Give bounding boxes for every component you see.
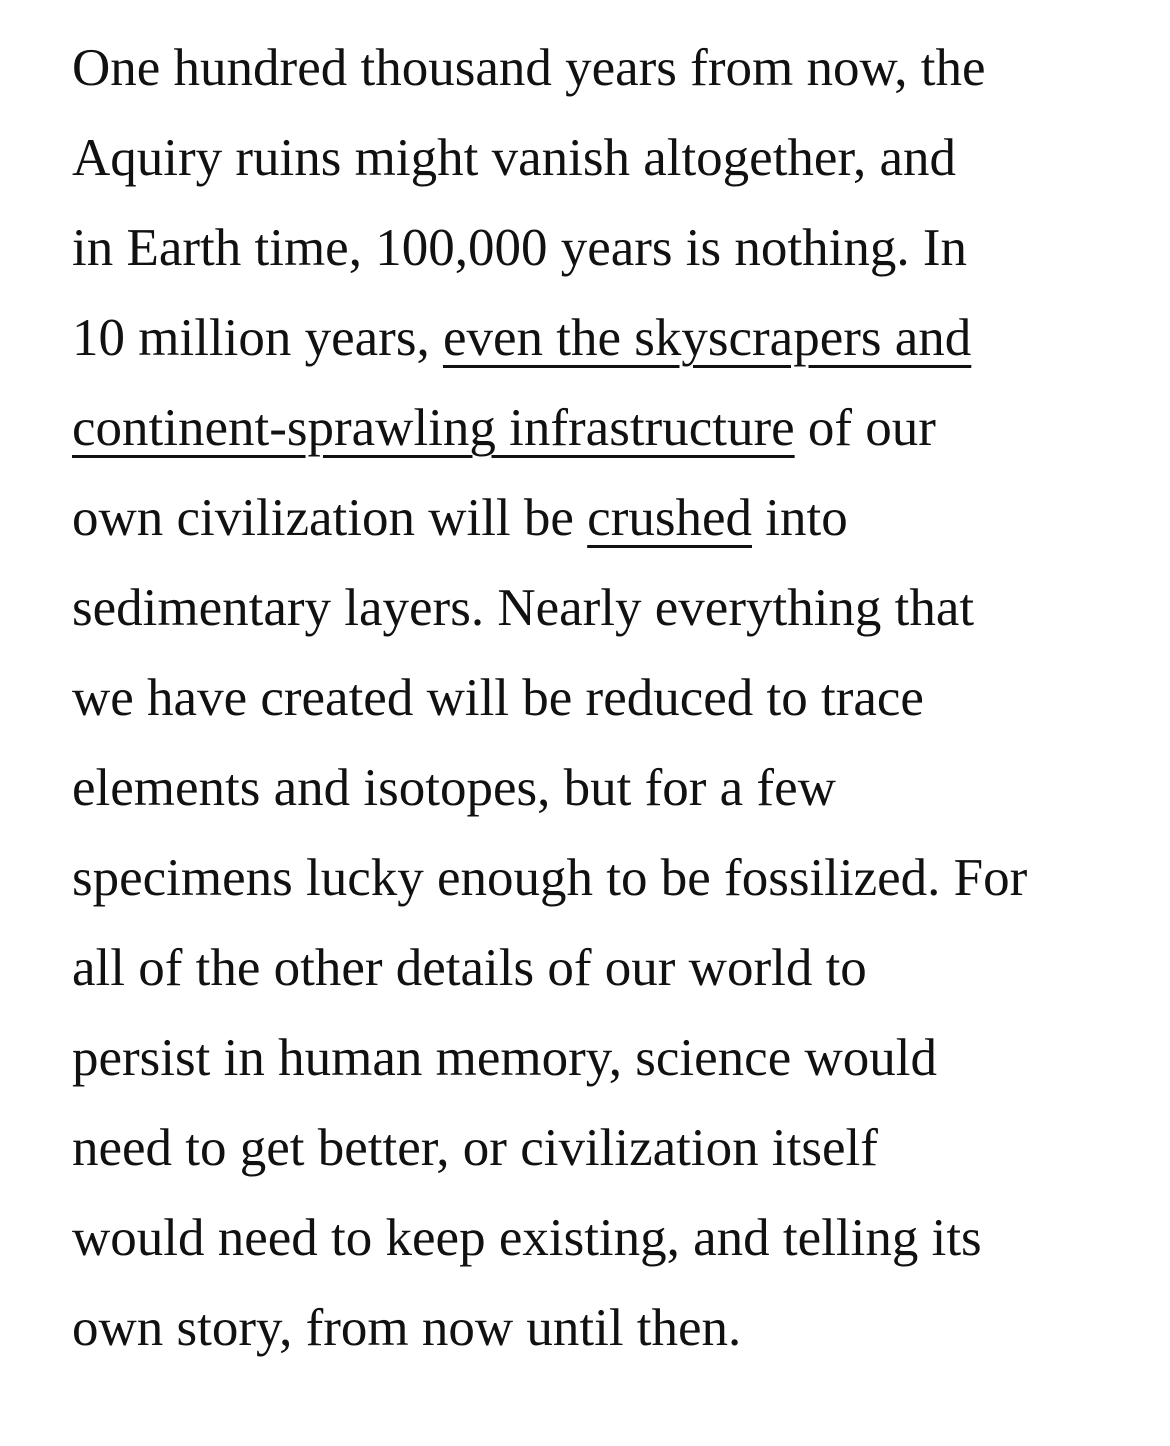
paragraph-text: would need to keep existing, and telling its (72, 1209, 982, 1267)
text-line (72, 383, 1132, 473)
paragraph-text: own story, from now until then. (72, 1299, 742, 1357)
article-paragraph (72, 23, 1132, 1373)
text-line (72, 113, 1132, 203)
paragraph-text: all of the other details of our world to (72, 939, 867, 997)
paragraph-text: One hundred thousand years from now, the (72, 39, 986, 97)
text-line (72, 23, 1132, 113)
text-line (72, 833, 1132, 923)
text-line (72, 1013, 1132, 1103)
paragraph-text: need to get better, or civilization itself (72, 1119, 878, 1177)
text-line (72, 923, 1132, 1013)
paragraph-text: Aquiry ruins might vanish altogether, and (72, 129, 956, 187)
paragraph-text: sedimentary layers. Nearly everything that (72, 579, 975, 637)
paragraph-text: specimens lucky enough to be fossilized. For (72, 849, 1028, 907)
text-line (72, 1193, 1132, 1283)
paragraph-text: in Earth time, 100,000 years is nothing. In (72, 219, 967, 277)
skyscrapers-infrastructure-link[interactable]: even the skyscrapers and (442, 309, 972, 367)
text-line (72, 1283, 1132, 1373)
text-line (72, 1103, 1132, 1193)
text-line (72, 563, 1132, 653)
skyscrapers-infrastructure-link-continued[interactable]: continent-sprawling infrastructure (72, 399, 795, 457)
paragraph-text: of our (794, 399, 936, 457)
paragraph-text: elements and isotopes, but for a few (72, 759, 836, 817)
paragraph-text: into (752, 489, 848, 547)
paragraph-text: we have created will be reduced to trace (72, 669, 924, 727)
text-line (72, 653, 1132, 743)
text-line (72, 293, 1132, 383)
paragraph-text: persist in human memory, science would (72, 1029, 937, 1087)
paragraph-text: 10 million years, (72, 309, 443, 367)
paragraph-text: own civilization will be (72, 489, 588, 547)
crushed-link[interactable]: crushed (587, 489, 752, 547)
text-line (72, 203, 1132, 293)
text-line (72, 473, 1132, 563)
text-line (72, 743, 1132, 833)
